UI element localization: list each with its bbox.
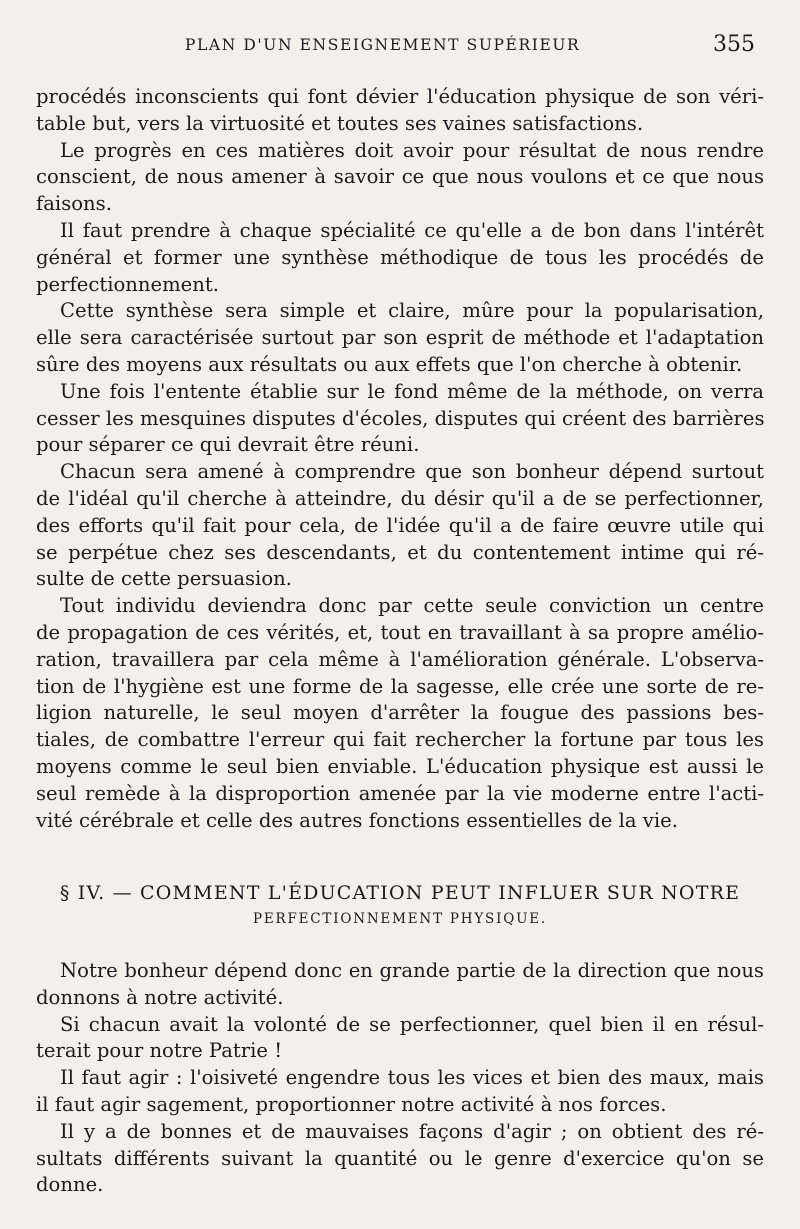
text-line: cesser les mesquines disputes d'écoles, disputes qui créent des barrières: [36, 406, 765, 430]
text-line: Si chacun avait la volonté de se perfectionner, quel bien il en résul-: [60, 1012, 764, 1036]
text-line: Il faut prendre à chaque spécialité ce qu'elle a de bon dans l'intérêt: [60, 218, 764, 242]
text-line: des efforts qu'il fait pour cela, de l'idée qu'il a de faire œuvre utile qui: [36, 513, 764, 537]
text-line: tiales, de combattre l'erreur qui fait rechercher la fortune par tous les: [36, 728, 764, 752]
text-line: conscient, de nous amener à savoir ce que nous voulons et ce que nous: [36, 165, 764, 189]
paragraph: [36, 218, 764, 298]
text-line: elle sera caractérisée surtout par son esprit de méthode et l'adaptation: [36, 326, 764, 350]
text-line: faisons.: [36, 192, 112, 216]
text-line: Une fois l'entente établie sur le fond même de la méthode, on verra: [60, 379, 764, 403]
paragraph: [36, 958, 764, 1012]
text-line: Notre bonheur dépend donc en grande partie de la direction que nous: [60, 959, 764, 982]
text-line: Cette synthèse sera simple et claire, mûre pour la popularisation,: [60, 299, 764, 323]
paragraph: [36, 1012, 764, 1066]
paragraph: [36, 138, 764, 218]
paragraph: [36, 84, 764, 138]
text-line: procédés inconscients qui font dévier l'éducation physique de son véri-: [36, 85, 764, 108]
body-text-lower: [36, 958, 764, 1199]
text-line: général et former une synthèse méthodique de tous les procédés de: [36, 245, 764, 269]
text-line: sûre des moyens aux résultats ou aux effets que l'on cherche à obtenir.: [36, 352, 743, 376]
paragraph: [36, 1065, 764, 1119]
running-title: PLAN D'UN ENSEIGNEMENT SUPÉRIEUR: [185, 36, 581, 54]
text-line: sulte de cette persuasion.: [36, 567, 292, 591]
text-line: moyens comme le seul bien enviable. L'éducation physique est aussi le: [36, 754, 764, 778]
running-head: [0, 32, 800, 60]
text-line: Le progrès en ces matières doit avoir pour résultat de nous rendre: [60, 138, 764, 162]
text-line: donne.: [36, 1173, 104, 1197]
paragraph: [36, 1119, 764, 1199]
paragraph: [36, 459, 764, 593]
page-number: 355: [713, 32, 755, 57]
section-heading-line1: § IV. — COMMENT L'ÉDUCATION PEUT INFLUER SUR NOTRE: [59, 882, 741, 904]
text-line: sultats différents suivant la quantité ou le genre d'exercice qu'on se: [36, 1146, 764, 1170]
text-line: terait pour notre Patrie !: [36, 1039, 283, 1063]
paragraph: [36, 298, 764, 378]
text-line: se perpétue chez ses descendants, et du contentement intime qui ré-: [36, 540, 764, 564]
text-line: perfectionnement.: [36, 272, 219, 296]
section-heading-line2: PERFECTIONNEMENT PHYSIQUE.: [252, 911, 548, 927]
text-line: Tout individu deviendra donc par cette seule conviction un centre: [60, 594, 764, 618]
text-line: Il faut agir : l'oisiveté engendre tous les vices et bien des maux, mais: [60, 1066, 764, 1090]
text-line: seul remède à la disproportion amenée par la vie moderne entre l'acti-: [36, 781, 764, 805]
paragraph: [36, 379, 764, 459]
text-line: vité cérébrale et celle des autres fonctions essentielles de la vie.: [36, 808, 678, 832]
text-line: ration, travaillera par cela même à l'amélioration générale. L'observa-: [36, 647, 764, 671]
text-line: Chacun sera amené à comprendre que son bonheur dépend surtout: [60, 460, 764, 484]
section-heading: [0, 880, 800, 932]
text-line: Il y a de bonnes et de mauvaises façons d'agir ; on obtient des ré-: [60, 1119, 764, 1143]
text-line: ligion naturelle, le seul moyen d'arrêter la fougue des passions bes-: [36, 701, 764, 725]
paragraph: [36, 593, 764, 834]
text-line: donnons à notre activité.: [36, 985, 284, 1009]
body-text-upper: [36, 84, 764, 834]
text-line: de propagation de ces vérités, et, tout en travaillant à sa propre amélio-: [36, 620, 764, 644]
text-line: il faut agir sagement, proportionner notre activité à nos forces.: [36, 1092, 667, 1116]
text-line: tion de l'hygiène est une forme de la sagesse, elle crée une sorte de re-: [36, 674, 764, 698]
text-line: de l'idéal qu'il cherche à atteindre, du désir qu'il a de se perfectionner,: [36, 486, 764, 510]
text-line: pour séparer ce qui devrait être réuni.: [36, 433, 420, 457]
text-line: table but, vers la virtuosité et toutes ses vaines satisfactions.: [36, 111, 644, 135]
